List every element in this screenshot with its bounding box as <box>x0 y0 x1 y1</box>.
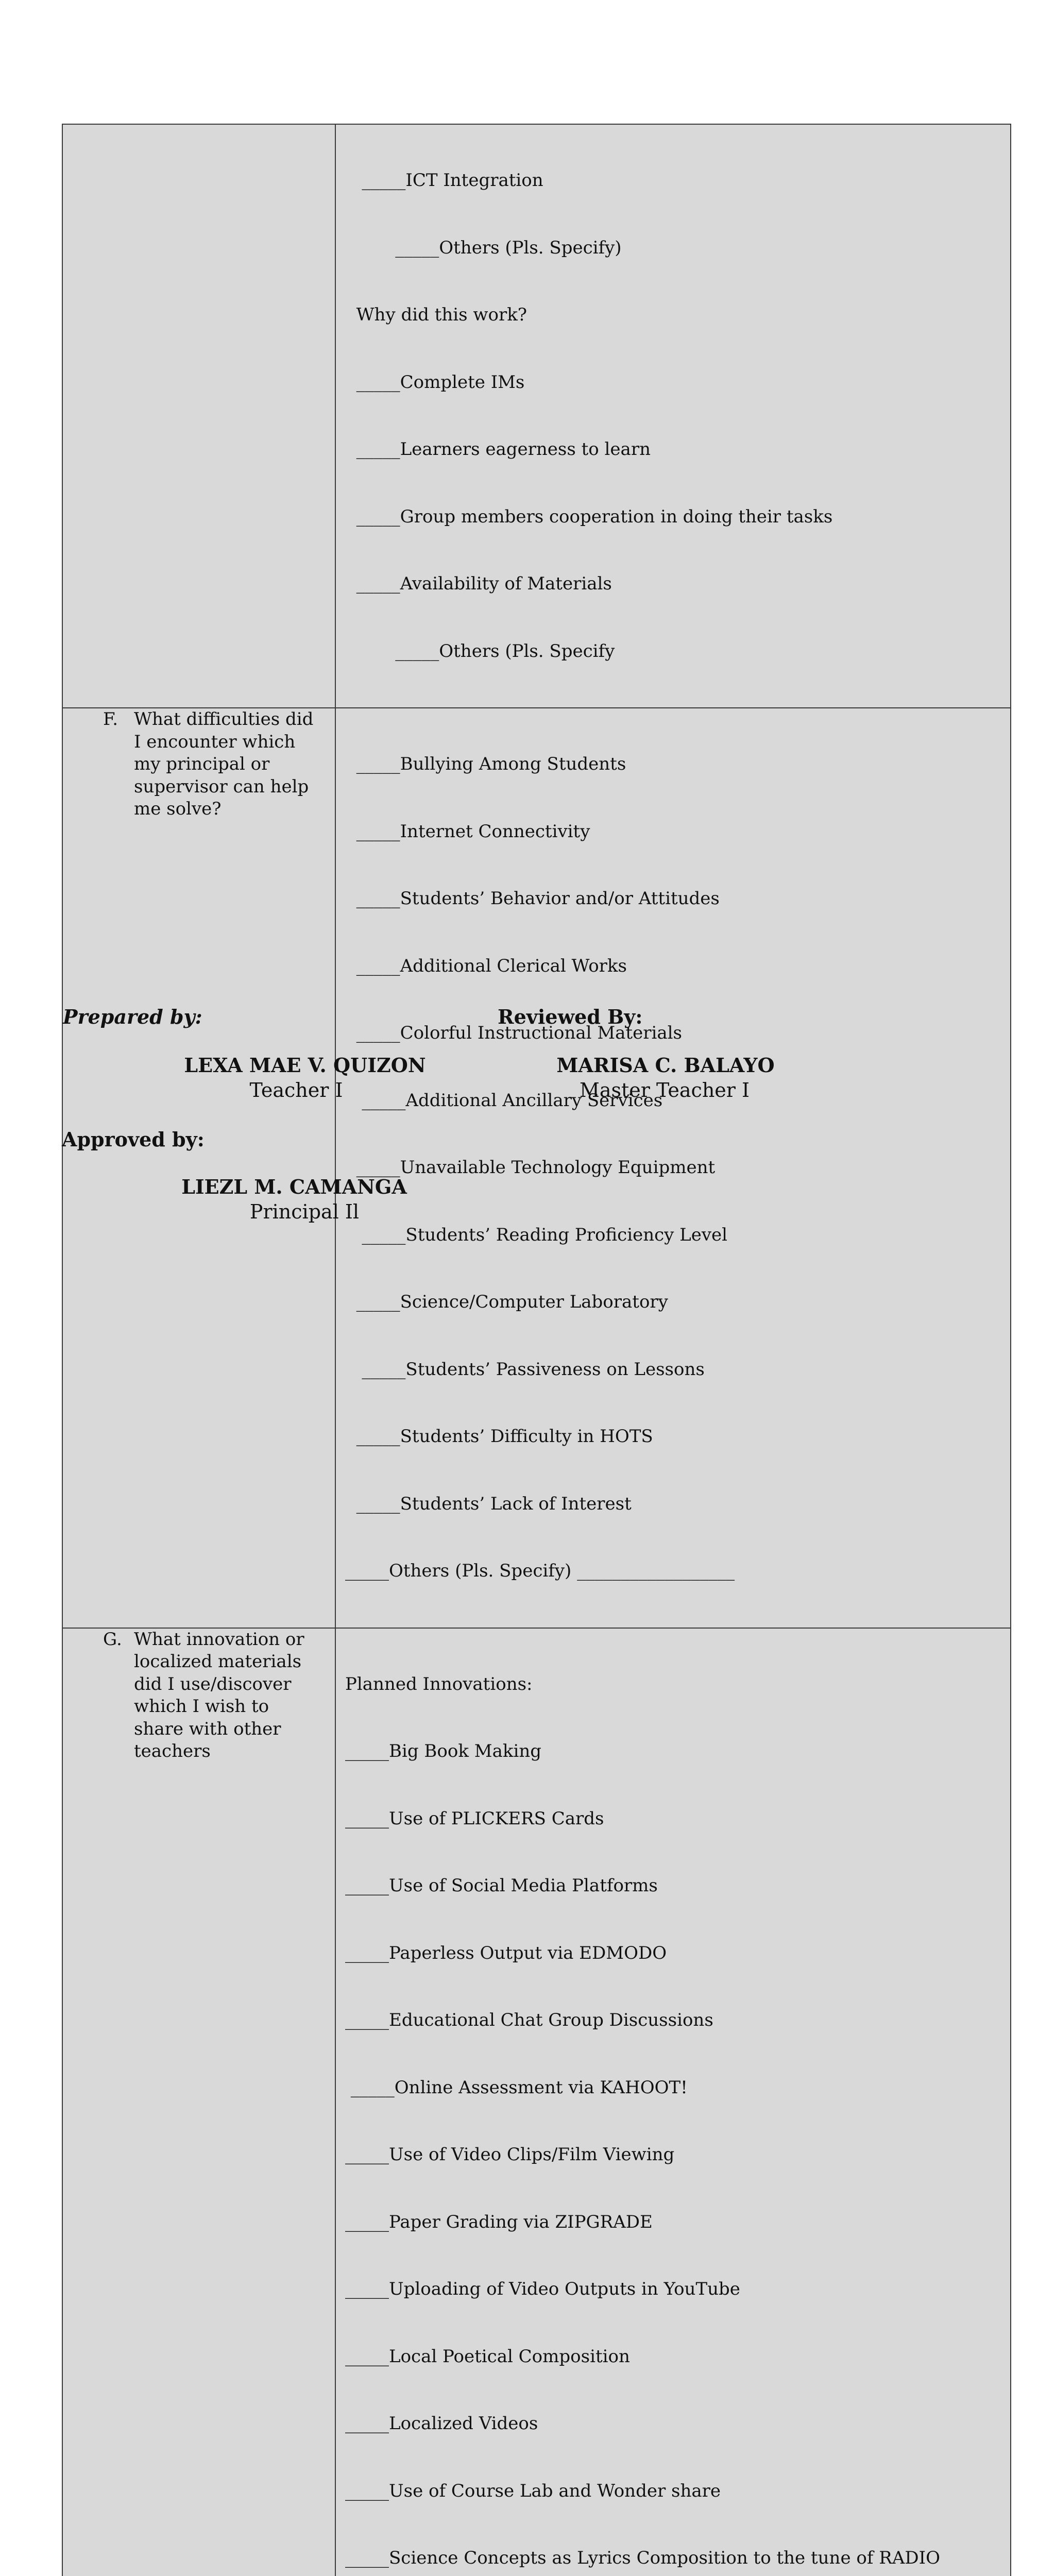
checklist-item: _____Use of Course Lab and Wonder share <box>345 2480 1010 2503</box>
checklist-item: _____Availability of Materials <box>345 573 1010 596</box>
checklist-item: _____Students’ Behavior and/or Attitudes <box>345 888 1010 910</box>
question-cell <box>62 1628 335 2576</box>
table-row <box>62 1628 1011 2576</box>
checklist-item: _____Learners eagerness to learn <box>345 438 1010 461</box>
checklist-item: _____Big Book Making <box>345 1740 1010 1763</box>
checklist-item: _____Students’ Passiveness on Lessons <box>345 1359 1010 1381</box>
checklist-item: _____Bullying Among Students <box>345 753 1010 776</box>
checklist-item: _____Localized Videos <box>345 2413 1010 2435</box>
checklist-item: _____Science Concepts as Lyrics Composition to the tune of RADIO <box>345 2547 1010 2570</box>
checklist-item: _____Students’ Difficulty in HOTS <box>345 1426 1010 1448</box>
checklist-item: _____Students’ Reading Proficiency Level <box>345 1224 1010 1247</box>
checklist-item: _____Others (Pls. Specify <box>345 640 1010 663</box>
answer-cell <box>335 708 1011 1628</box>
prepared-by-label: Prepared by: <box>63 1005 202 1029</box>
checklist-item: _____Additional Clerical Works <box>345 955 1010 978</box>
checklist-item: _____Paperless Output via EDMODO <box>345 1942 1010 1965</box>
checklist-item: _____Science/Computer Laboratory <box>345 1291 1010 1314</box>
reviewed-by-label: Reviewed By: <box>498 1005 642 1029</box>
question-letter: G. <box>103 1629 134 1763</box>
checklist-item: _____Online Assessment via KAHOOT! <box>345 2077 1010 2099</box>
answer-cell <box>335 124 1011 708</box>
approver-title: Principal Il <box>250 1199 359 1224</box>
checklist-item: _____Others (Pls. Specify) <box>345 237 1010 260</box>
checklist-item: _____Use of PLICKERS Cards <box>345 1808 1010 1831</box>
checklist-item: _____Internet Connectivity <box>345 821 1010 843</box>
reviewer-title: Master Teacher I <box>580 1078 750 1103</box>
checklist-item: _____Colorful Instructional Materials <box>345 1022 1010 1045</box>
preparer-name: LEXA MAE V. QUIZON <box>184 1053 426 1078</box>
checklist-item: _____Unavailable Technology Equipment <box>345 1157 1010 1179</box>
checklist-item: _____Educational Chat Group Discussions <box>345 2009 1010 2032</box>
approved-by-label: Approved by: <box>62 1127 205 1152</box>
checklist-item: _____Use of Video Clips/Film Viewing <box>345 2144 1010 2166</box>
reflection-table <box>62 124 1011 2576</box>
checklist-item: Why did this work? <box>345 304 1010 327</box>
checklist-item: _____Use of Social Media Platforms <box>345 1875 1010 1897</box>
checklist-item: Planned Innovations: <box>345 1673 1010 1696</box>
checklist <box>336 125 1010 707</box>
table-row <box>62 708 1011 1628</box>
question-text: What innovation or localized materials did I use/discover which I wish to share with other teachers <box>134 1629 322 1763</box>
table-row <box>62 124 1011 708</box>
question-text: What difficulties did I encounter which my principal or supervisor can help me solve? <box>134 708 322 821</box>
checklist <box>336 1629 1010 2576</box>
checklist-item: _____Paper Grading via ZIPGRADE <box>345 2211 1010 2234</box>
question-letter: F. <box>103 708 134 821</box>
checklist-item: _____Uploading of Video Outputs in YouTube <box>345 2278 1010 2301</box>
checklist-item: _____Group members cooperation in doing their tasks <box>345 506 1010 529</box>
checklist-item: _____Complete IMs <box>345 371 1010 394</box>
question-cell <box>62 124 335 708</box>
answer-cell <box>335 1628 1011 2576</box>
checklist-item: _____ICT Integration <box>345 170 1010 192</box>
checklist-item: _____Local Poetical Composition <box>345 2346 1010 2368</box>
approver-name: LIEZL M. CAMANGA <box>181 1175 407 1199</box>
question-cell <box>62 708 335 1628</box>
reviewer-name: MARISA C. BALAYO <box>556 1053 774 1078</box>
checklist-item: _____Students’ Lack of Interest <box>345 1493 1010 1516</box>
checklist <box>336 708 1010 1628</box>
preparer-title: Teacher I <box>249 1078 343 1103</box>
checklist-item: _____Others (Pls. Specify) __________________ <box>345 1560 1010 1583</box>
checklist-item: _____Additional Ancillary Services <box>345 1090 1010 1112</box>
